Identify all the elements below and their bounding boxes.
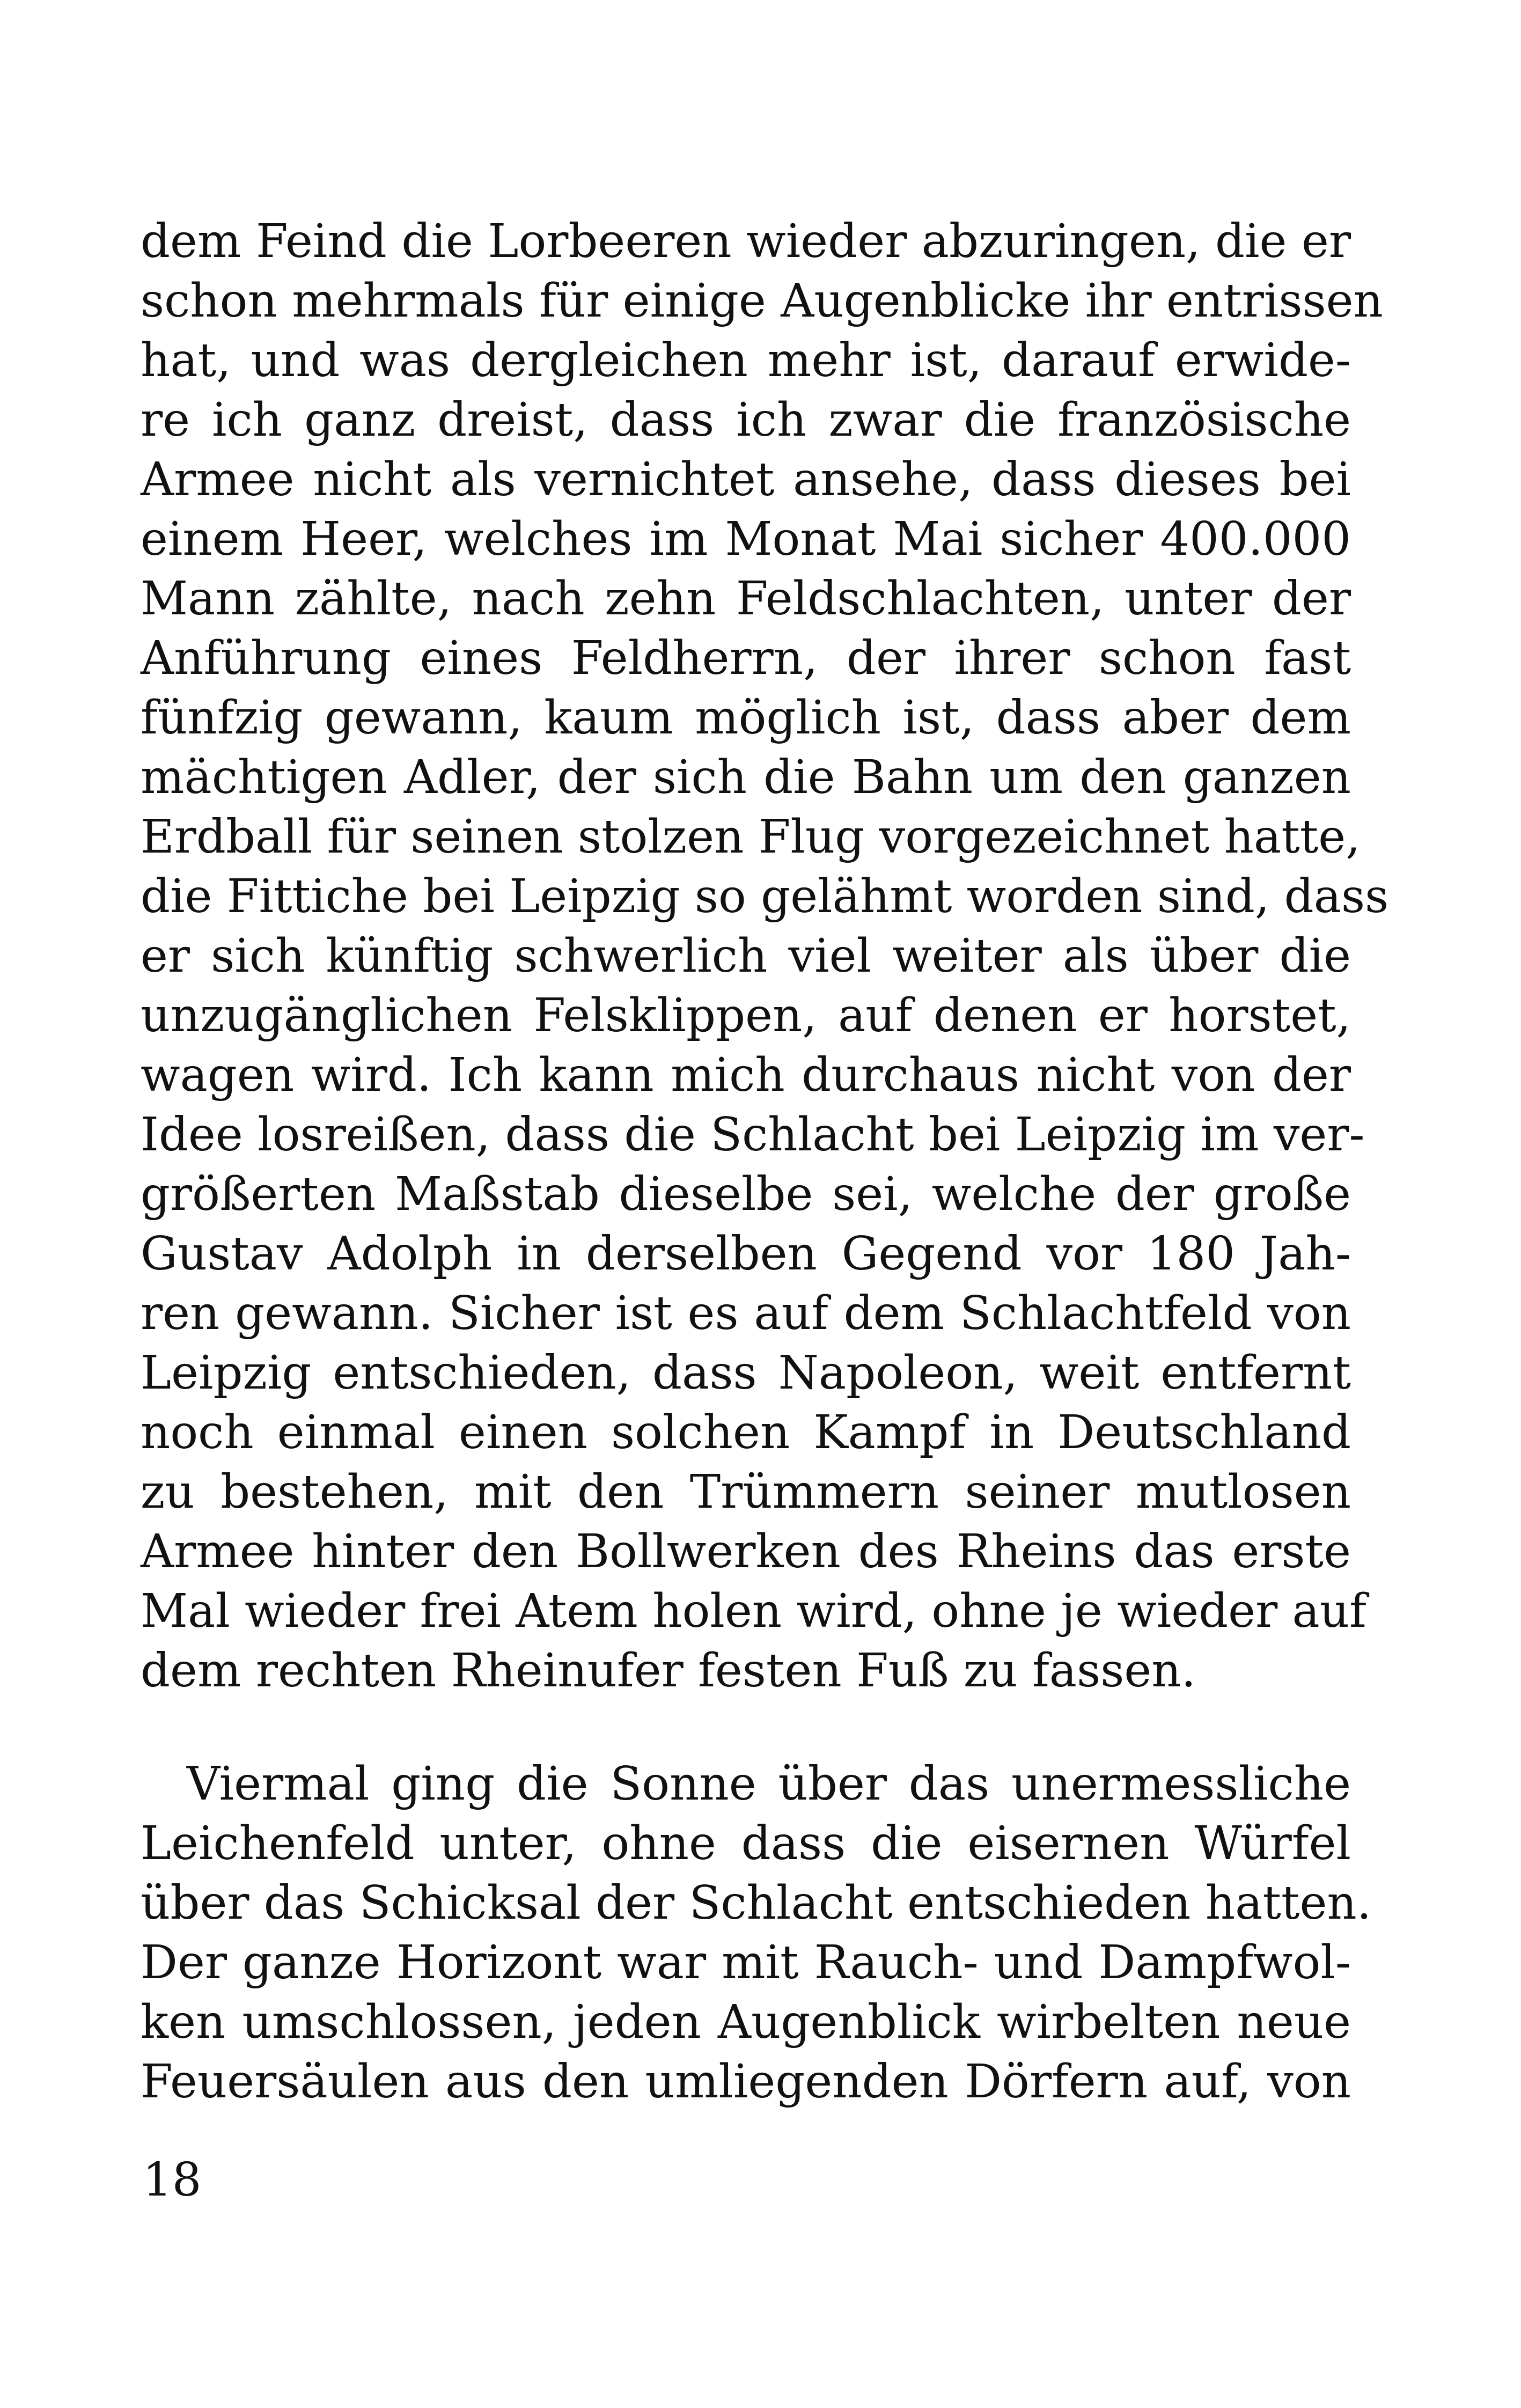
- text-line: Anführung eines Feldherrn, der ihrer schon fast: [141, 632, 1351, 685]
- text-line: schon mehrmals für einige Augenblicke ihr entrissen: [141, 274, 1383, 328]
- text-line: die Fittiche bei Leipzig so gelähmt worden sind, dass: [141, 870, 1389, 923]
- text-line: Der ganze Horizont war mit Rauch- und Dampfwol-: [141, 1936, 1351, 1989]
- text-line: Leipzig entschieden, dass Napoleon, weit entfernt: [141, 1346, 1351, 1400]
- text-line: re ich ganz dreist, dass ich zwar die französische: [141, 393, 1351, 447]
- text-line: Mann zählte, nach zehn Feldschlachten, unter der: [141, 572, 1351, 626]
- text-line: Idee losreißen, dass die Schlacht bei Leipzig im ver-: [141, 1108, 1365, 1162]
- text-line: noch einmal einen solchen Kampf in Deutschland: [141, 1406, 1351, 1459]
- paragraph-1: [141, 212, 1389, 1701]
- text-line: über das Schicksal der Schlacht entschieden hatten.: [141, 1876, 1372, 1930]
- text-line: zu bestehen, mit den Trümmern seiner mutlosen: [141, 1465, 1351, 1519]
- text-line: einem Heer, welches im Monat Mai sicher 400.000: [141, 512, 1351, 566]
- text-line: Feuersäulen aus den umliegenden Dörfern auf, von: [141, 2055, 1351, 2109]
- text-line: Armee hinter den Bollwerken des Rheins das erste: [141, 1525, 1351, 1579]
- text-line: wagen wird. Ich kann mich durchaus nicht von der: [141, 1048, 1351, 1102]
- text-line: unzugänglichen Felsklippen, auf denen er horstet,: [141, 989, 1351, 1043]
- text-line: Erdball für seinen stolzen Flug vorgezeichnet hatte,: [141, 810, 1361, 864]
- text-line: dem rechten Rheinufer festen Fuß zu fassen.: [141, 1644, 1196, 1698]
- text-line: dem Feind die Lorbeeren wieder abzuringen, die er: [141, 215, 1351, 268]
- text-line: größerten Maßstab dieselbe sei, welche der große: [141, 1168, 1351, 1221]
- text-line: hat, und was dergleichen mehr ist, darauf erwide-: [141, 334, 1351, 387]
- text-line: er sich künftig schwerlich viel weiter als über die: [141, 929, 1351, 983]
- text-line: ren gewann. Sicher ist es auf dem Schlachtfeld von: [141, 1287, 1351, 1340]
- text-line: ken umschlossen, jeden Augenblick wirbelten neue: [141, 1995, 1351, 2049]
- text-line: Leichenfeld unter, ohne dass die eisernen Würfel: [141, 1817, 1351, 1870]
- text-line: Gustav Adolph in derselben Gegend vor 180 Jah-: [141, 1227, 1351, 1281]
- page-number: 18: [143, 2153, 202, 2207]
- text-line: mächtigen Adler, der sich die Bahn um den ganzen: [141, 751, 1351, 804]
- text-line: Viermal ging die Sonne über das unermessliche: [141, 1757, 1351, 1811]
- paragraph-2: [141, 1754, 1372, 2112]
- text-line: Mal wieder frei Atem holen wird, ohne je wieder auf: [141, 1584, 1367, 1638]
- text-line: fünfzig gewann, kaum möglich ist, dass aber dem: [141, 691, 1351, 745]
- text-line: Armee nicht als vernichtet ansehe, dass dieses bei: [141, 453, 1351, 506]
